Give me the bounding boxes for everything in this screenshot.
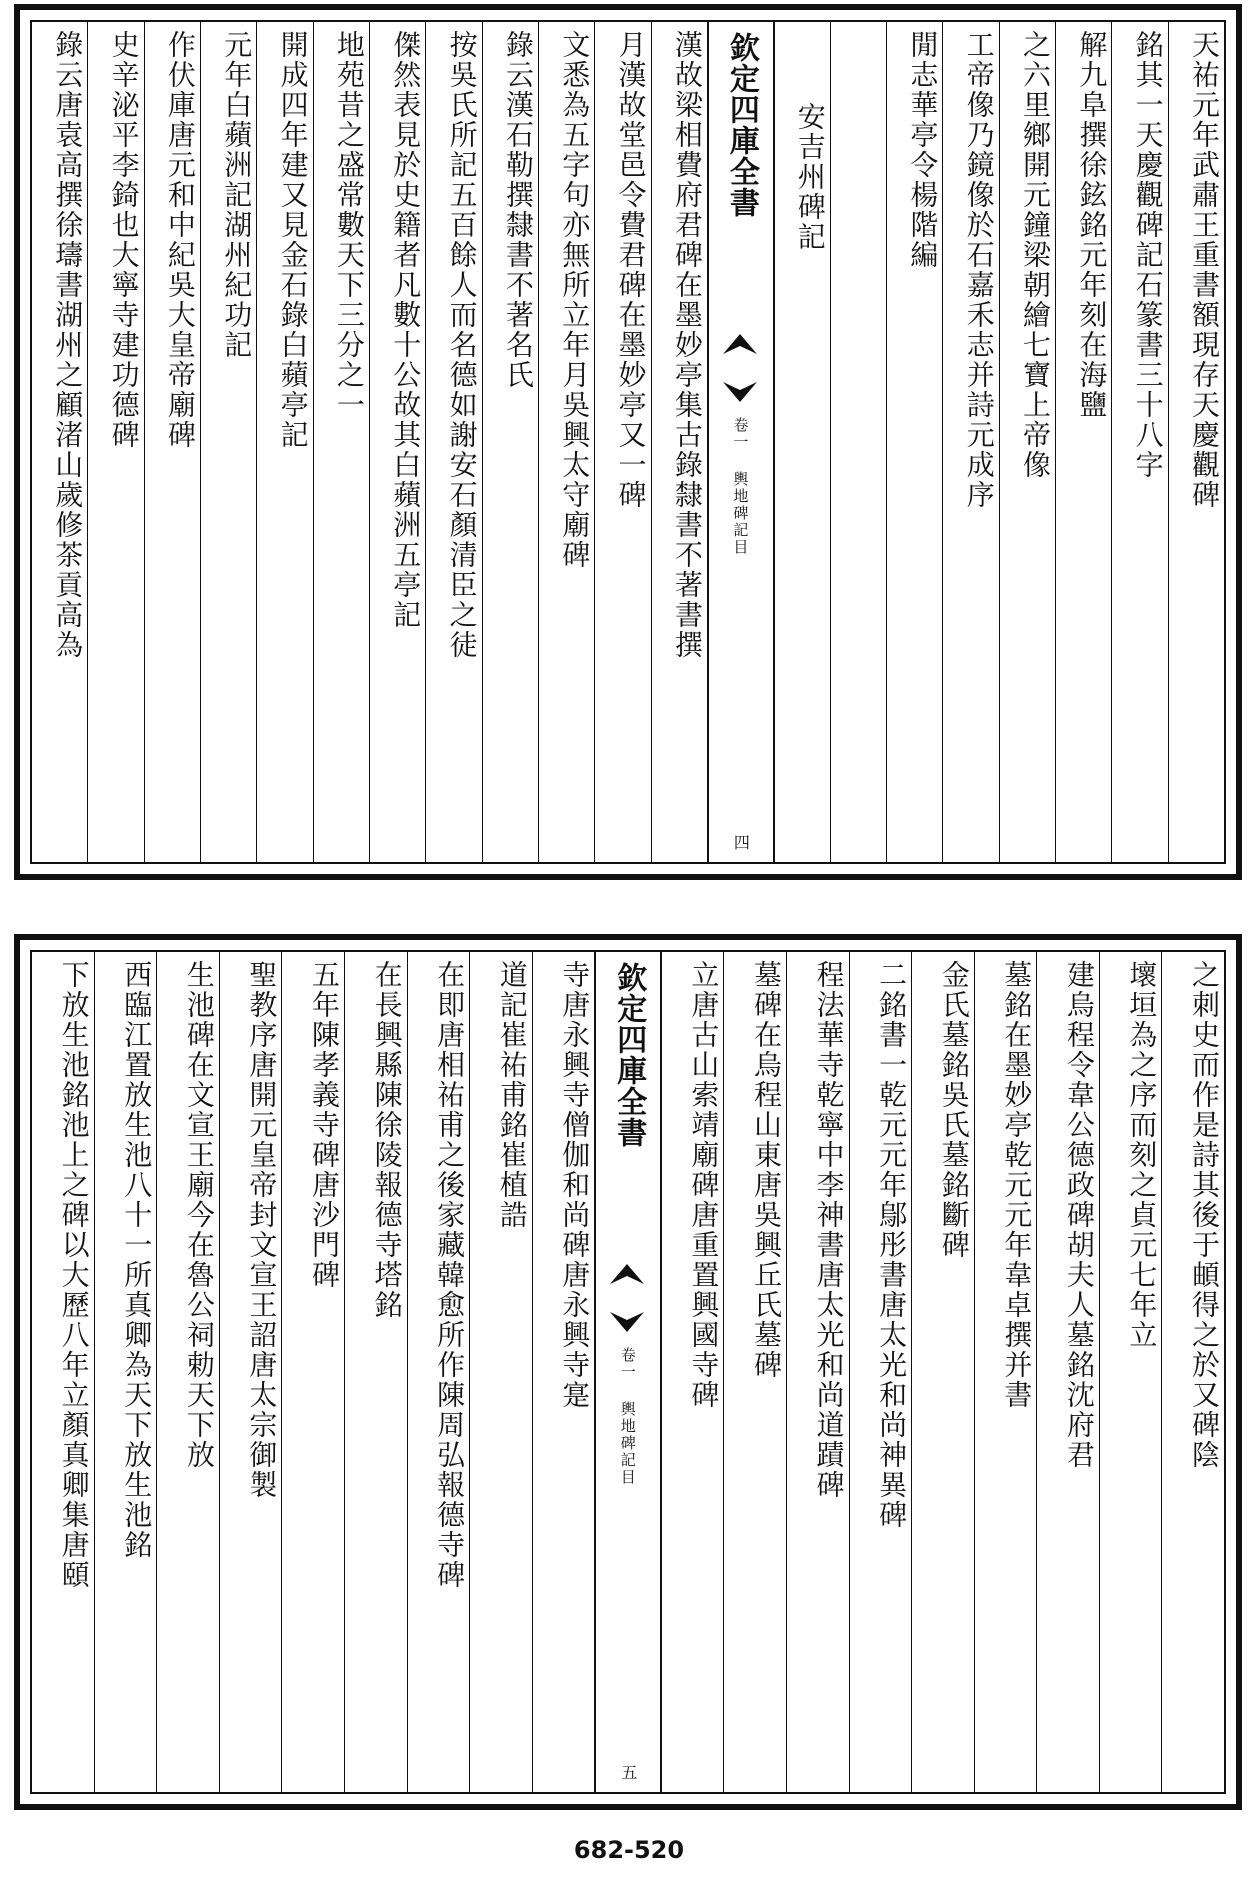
column-text: 錄云唐袁高撰徐璹書湖州之顧渚山歲修茶貢高為: [51, 30, 85, 660]
folio-number: 五: [618, 1764, 638, 1780]
column-text: 在長興縣陳徐陵報德寺塔銘: [370, 960, 404, 1320]
text-column: [1036, 952, 1099, 1792]
banner-column: [594, 952, 662, 1792]
column-text: 之六里鄉開元鐘梁朝繪七寶上帝像: [1019, 30, 1053, 480]
banner-column: [707, 22, 775, 862]
text-column: [723, 952, 786, 1792]
column-text: 墓碑在烏程山東唐吳興丘氏墓碑: [749, 960, 783, 1380]
column-text: 在即唐相祐甫之後家藏韓愈所作陳周弘報德寺碑: [433, 960, 467, 1590]
text-column: [313, 22, 369, 862]
text-column: [219, 952, 282, 1792]
column-text: 元年白蘋洲記湖州紀功記: [220, 30, 254, 360]
book-title: 欽定四庫全書: [723, 32, 759, 218]
column-text: 墓銘在墨妙亭乾元元年韋卓撰并書: [1000, 960, 1034, 1410]
text-column: [886, 22, 942, 862]
text-column: [156, 952, 219, 1792]
column-text: 史辛泌平李錡也大寧寺建功德碑: [107, 30, 141, 450]
text-column: [1099, 952, 1162, 1792]
book-title: 欽定四庫全書: [611, 962, 647, 1148]
column-text: 西臨江置放生池八十一所真卿為天下放生池銘: [120, 960, 154, 1560]
bottom-page-columns: [32, 952, 1224, 1792]
column-text: 金氏墓銘吳氏墓銘斷碑: [937, 960, 971, 1260]
column-text: 錄云漢石勒撰隸書不著名氏: [501, 30, 535, 390]
top-page-columns: [32, 22, 1224, 862]
text-column: [786, 952, 849, 1792]
text-column: [94, 952, 157, 1792]
text-column: [773, 22, 829, 862]
text-column: [256, 22, 312, 862]
volume-label: 卷一 輿地碑記目: [731, 417, 750, 556]
text-column: [849, 952, 912, 1792]
column-text: 建烏程令韋公德政碑胡夫人墓銘沈府君: [1062, 960, 1096, 1470]
column-text: 壞垣為之序而刻之貞元七年立: [1125, 960, 1159, 1350]
text-column: [344, 952, 407, 1792]
text-column: [532, 952, 595, 1792]
text-column: [661, 952, 724, 1792]
column-text: 聖教序唐開元皇帝封文宣王詔唐太宗御製: [245, 960, 279, 1500]
text-column: [830, 22, 886, 862]
fish-tail-ornament-icon: [610, 1262, 644, 1284]
text-column: [144, 22, 200, 862]
text-column: [369, 22, 425, 862]
column-text: 作伏庫唐元和中紀吳大皇帝廟碑: [163, 30, 197, 450]
text-column: [469, 952, 532, 1792]
column-text: 漢故梁相費府君碑在墨妙亭集古錄隸書不著書撰: [670, 30, 704, 660]
text-column: [999, 22, 1055, 862]
column-text: 傑然表見於史籍者凡數十公故其白蘋洲五亭記: [389, 30, 423, 630]
column-text: 下放生池銘池上之碑以大歷八年立顏真卿集唐頤: [57, 960, 91, 1590]
column-text: 道記崔祐甫銘崔植誥: [495, 960, 529, 1230]
page-id: 682-520: [573, 1836, 685, 1864]
text-column: [538, 22, 594, 862]
text-column: [482, 22, 538, 862]
text-column: [594, 22, 650, 862]
column-text: 生池碑在文宣王廟今在魯公祠勅天下放: [182, 960, 216, 1470]
text-column: [32, 952, 94, 1792]
volume-label: 卷一 輿地碑記目: [618, 1347, 637, 1486]
fish-tail-ornament-icon: [723, 382, 757, 404]
text-column: [1161, 952, 1224, 1792]
folio-number: 四: [731, 834, 751, 850]
top-page: [14, 4, 1242, 880]
text-column: [407, 952, 470, 1792]
text-column: [32, 22, 87, 862]
fish-tail-ornament-icon: [723, 332, 757, 354]
column-text: 地苑昔之盛常數天下三分之一: [332, 30, 366, 420]
top-page-frame: [30, 20, 1226, 864]
text-column: [425, 22, 481, 862]
text-column: [911, 952, 974, 1792]
bottom-page-frame: [30, 950, 1226, 1794]
column-text: 月漢故堂邑令費君碑在墨妙亭又一碑: [614, 30, 648, 510]
column-text: 寺唐永興寺僧伽和尚碑唐永興寺寔: [558, 960, 592, 1410]
column-text: 銘其一天慶觀碑記石篆書三十八字: [1131, 30, 1165, 480]
text-column: [200, 22, 256, 862]
text-column: [1111, 22, 1167, 862]
column-text: 立唐古山索靖廟碑唐重置興國寺碑: [687, 960, 721, 1410]
text-column: [651, 22, 707, 862]
text-column: [974, 952, 1037, 1792]
text-column: [87, 22, 143, 862]
column-text: 程法華寺乾寧中李神書唐太光和尚道蹟碑: [812, 960, 846, 1500]
fish-tail-ornament-icon: [610, 1312, 644, 1334]
column-text: 五年陳孝義寺碑唐沙門碑: [307, 960, 341, 1290]
column-text: 工帝像乃鏡像於石嘉禾志并詩元成序: [962, 30, 996, 510]
column-text: 按吳氏所記五百餘人而名德如謝安石顏清臣之徒: [445, 30, 479, 660]
column-text: 二銘書一乾元元年鄔彤書唐太光和尚神異碑: [875, 960, 909, 1530]
bottom-page: [14, 934, 1242, 1810]
column-text: 開成四年建又見金石錄白蘋亭記: [276, 30, 310, 450]
section-heading: 安吉州碑記: [793, 102, 827, 252]
column-text: 閒志華亭令楊階編: [906, 30, 940, 270]
text-column: [942, 22, 998, 862]
column-text: 之刺史而作是詩其後于頔得之於又碑陰: [1188, 960, 1221, 1470]
column-text: 文悉為五字句亦無所立年月吳興太守廟碑: [558, 30, 592, 570]
text-column: [1055, 22, 1111, 862]
column-text: 解九阜撰徐鉉銘元年刻在海鹽: [1075, 30, 1109, 420]
column-text: 天祐元年武肅王重書額現存天慶觀碑: [1188, 30, 1221, 510]
text-column: [281, 952, 344, 1792]
text-column: [1168, 22, 1224, 862]
